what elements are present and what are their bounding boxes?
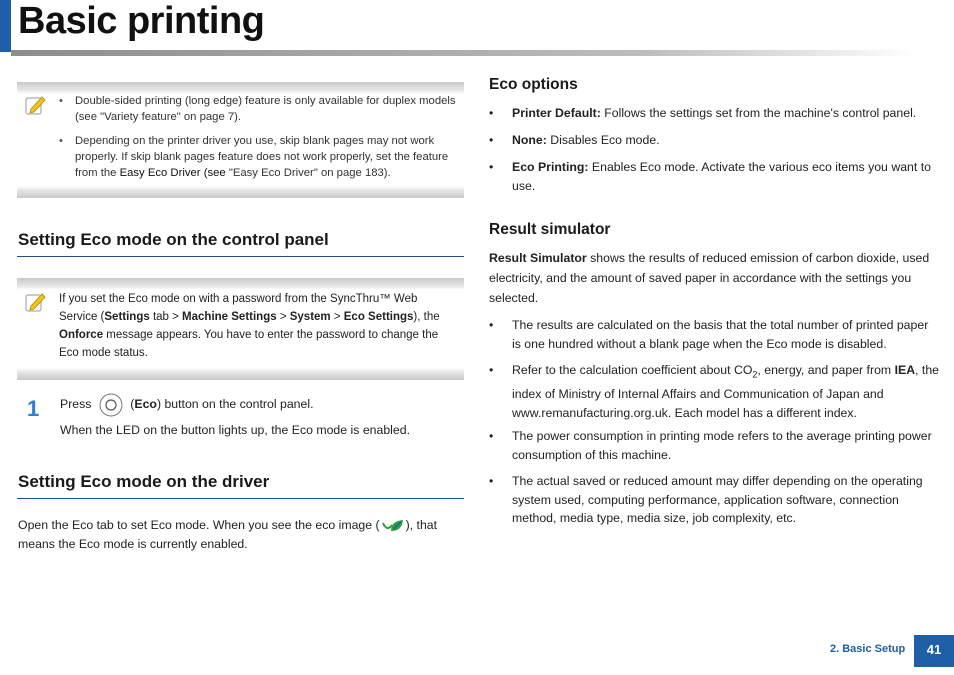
- eco-option-printer-default: • Printer Default: Follows the settings set from the machine's control panel.: [489, 104, 939, 123]
- header-rule: [11, 50, 916, 56]
- heading-result-simulator: Result simulator: [489, 221, 611, 238]
- result-bullet-power: • The power consumption in printing mode refers to the average printing power consumption of this machine.: [489, 427, 939, 464]
- result-bullet-actual: • The actual saved or reduced amount may differ depending on the operating system used, computing performance, application software, connection method, media type, media size, job complexity, etc.: [489, 472, 939, 528]
- eco-leaf-icon: [381, 519, 405, 533]
- eco-option-eco-printing: • Eco Printing: Enables Eco mode. Activate the various eco items you want to use.: [489, 158, 939, 195]
- note-box-password: [17, 278, 464, 380]
- step-number: 1: [27, 396, 40, 421]
- page-number: 41: [914, 635, 954, 667]
- heading-control-panel: Setting Eco mode on the control panel: [18, 230, 329, 249]
- step-1-note: When the LED on the button lights up, the Eco mode is enabled.: [60, 423, 411, 437]
- heading-eco-options: Eco options: [489, 76, 578, 93]
- footer-section-label: 2. Basic Setup: [830, 643, 906, 655]
- eco-button-icon: [99, 393, 123, 417]
- header-accent-bar: [0, 0, 11, 52]
- driver-text: Open the Eco tab to set Eco mode. When you see the eco image ( ), that means the Eco mode is currently enabled.: [18, 518, 438, 551]
- note-pencil-icon: [25, 94, 47, 116]
- page-title: Basic printing: [18, 0, 265, 42]
- heading-rule: [17, 498, 464, 499]
- result-bullet-coefficient: • Refer to the calculation coefficient about $CO_2$, energy, and paper from IEA, the index of Ministry of Internal Affairs and Communication of Japan and www.remanufacturing.org.uk. Each model has a different index.: [489, 361, 939, 424]
- note-pencil-icon: [25, 291, 47, 313]
- heading-driver: Setting Eco mode on the driver: [18, 472, 270, 491]
- note-item-duplex: • Double-sided printing (long edge) feature is only available for duplex models (see "Variety feature" on page 7).: [59, 93, 460, 125]
- heading-rule: [17, 256, 464, 257]
- eco-option-none: • None: Disables Eco mode.: [489, 131, 939, 150]
- result-bullet-basis: • The results are calculated on the basis that the total number of printed paper is one hundred without a blank page when the Eco mode is disabled.: [489, 316, 939, 353]
- note-item-skip-blank: • Depending on the printer driver you use, skip blank pages may not work properly. If skip blank pages feature does not work properly, set the feature from the Easy Eco Driver (see "Easy Eco Driver" on page 183).: [59, 133, 460, 181]
- step-1-text: Press (Eco) button on the control panel.: [60, 392, 460, 417]
- note-password-text: If you set the Eco mode on with a password from the SyncThru™ Web Service (Settings tab > Machine Settings > System > Eco Settings), the Onforce message appears. You have to enter the password to change the Eco mode status.: [59, 293, 440, 359]
- note-box-duplex: [17, 82, 464, 198]
- result-simulator-intro: Result Simulator shows the results of reduced emission of carbon dioxide, used electricity, and the amount of saved paper in accordance with the settings you selected.: [489, 251, 930, 305]
- easy-eco-driver-link[interactable]: Easy Eco Driver (see: [119, 167, 226, 179]
